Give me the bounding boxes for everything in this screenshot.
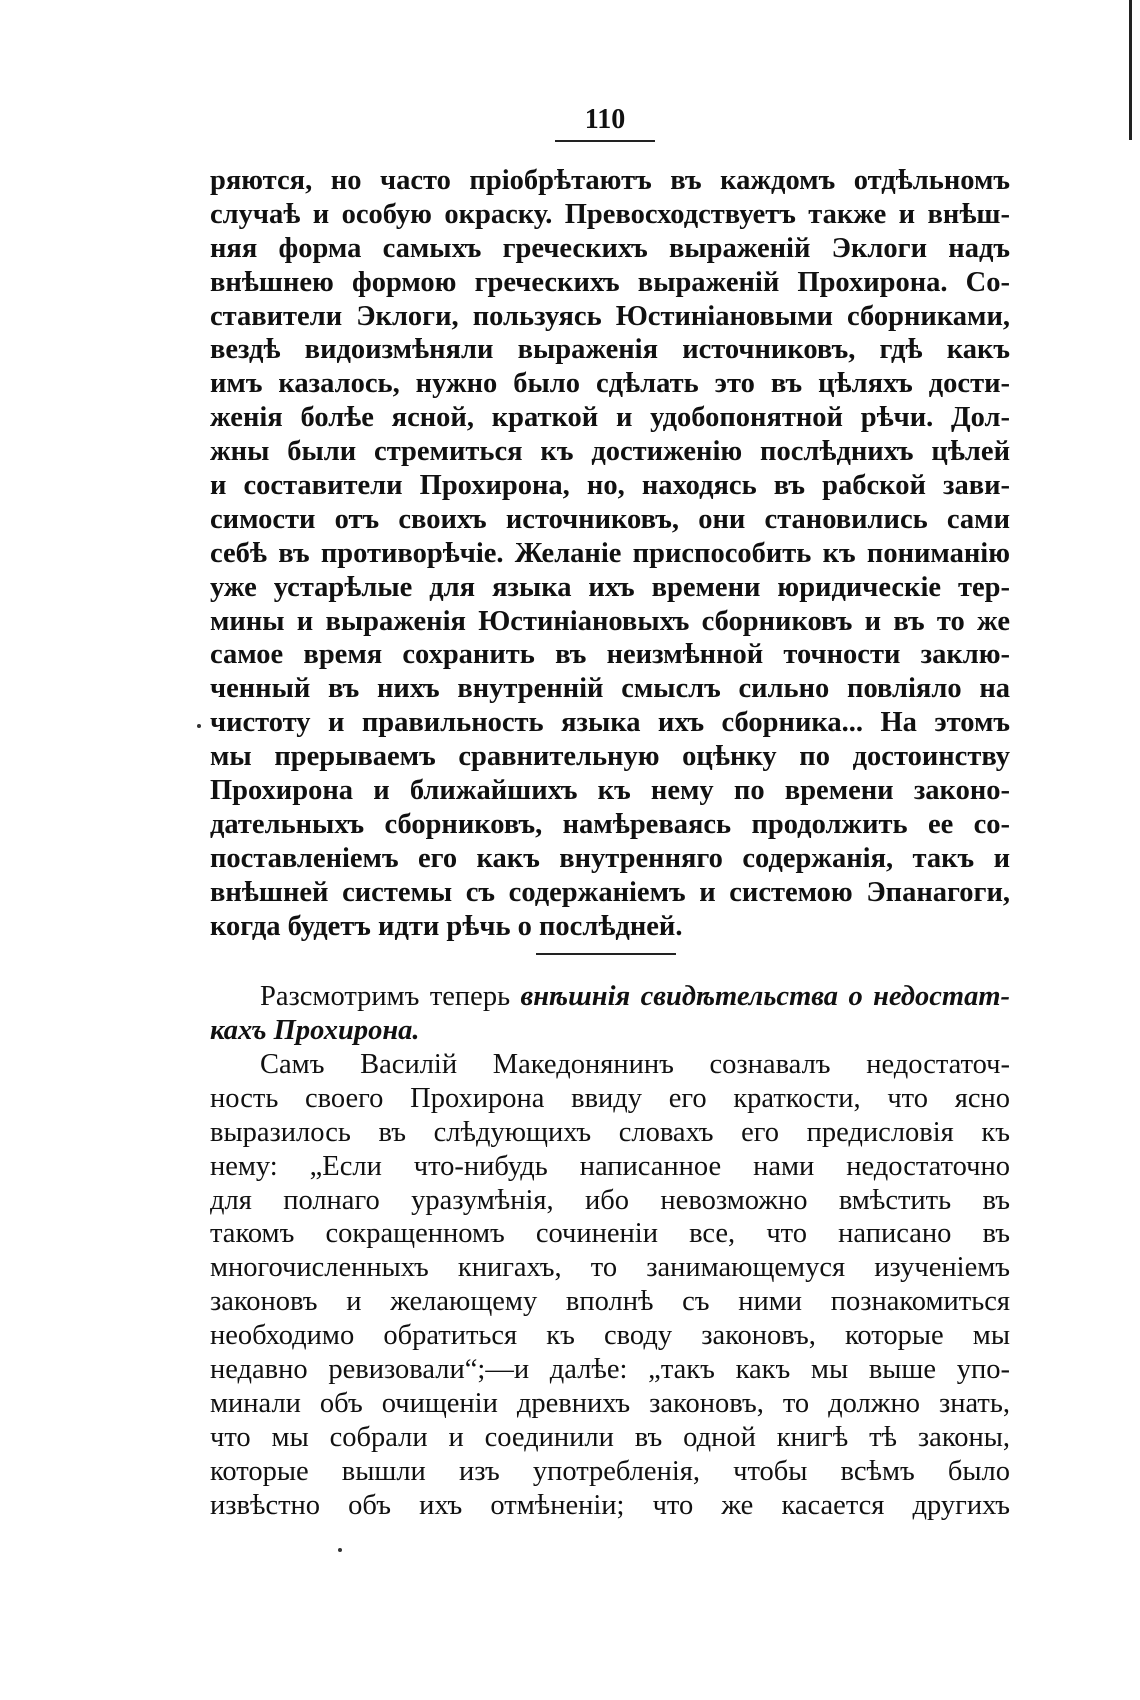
text-line bbox=[210, 980, 1010, 1014]
text-line: самое время сохранить въ неизмѣнной точности заклю- bbox=[210, 639, 1010, 671]
paragraph-main bbox=[210, 1048, 1010, 1522]
section-divider bbox=[536, 953, 676, 955]
text-line: нему: „Если что-нибудь написанное нами недостаточно bbox=[210, 1150, 1010, 1182]
text-line: ность своего Прохирона ввиду его краткости, что ясно bbox=[210, 1082, 1010, 1114]
text-line: мы прерываемъ сравнительную оцѣнку по достоинству bbox=[210, 741, 1010, 773]
text-line: няя форма самыхъ греческихъ выраженій Эклоги надъ bbox=[210, 232, 1010, 264]
text-line: которые вышли изъ употребленія, чтобы всѣмъ было bbox=[210, 1455, 1010, 1487]
text-line: женія болѣе ясной, краткой и удобопонятной рѣчи. Дол- bbox=[210, 402, 1010, 434]
text-line: минали объ очищеніи древнихъ законовъ, то должно знать, bbox=[210, 1387, 1010, 1419]
text-line bbox=[210, 1014, 1010, 1048]
text-line: многочисленныхъ книгахъ, то занимающемуся изученіемъ bbox=[210, 1252, 1010, 1284]
text-line: извѣстно объ ихъ отмѣненіи; что же касается другихъ bbox=[210, 1489, 1010, 1521]
page-header bbox=[0, 104, 1140, 142]
text-line: Прохирона и ближайшихъ къ нему по времени законо- bbox=[210, 775, 1010, 807]
text-line: Самъ Василій Македонянинъ сознавалъ недостаточ- bbox=[260, 1049, 1010, 1080]
scan-speck bbox=[197, 724, 201, 728]
intro-plain-text: Разсмотримъ теперь bbox=[260, 981, 521, 1012]
section-intro bbox=[210, 980, 1010, 1048]
text-line: дательныхъ сборниковъ, намѣреваясь продолжить ее со- bbox=[210, 808, 1010, 840]
text-line: недавно ревизовали“;—и далѣе: „такъ какъ мы выше упо- bbox=[210, 1354, 1010, 1386]
text-line: и составители Прохирона, но, находясь въ рабской зави- bbox=[210, 470, 1010, 502]
paragraph-continued bbox=[210, 164, 1010, 943]
text-line: симости отъ своихъ источниковъ, они становились сами bbox=[210, 503, 1010, 535]
text-line: ставители Эклоги, пользуясь Юстиніановыми сборниками, bbox=[210, 300, 1010, 332]
text-line: внѣшней системы съ содержаніемъ и системою Эпанагоги, bbox=[210, 876, 1010, 908]
text-line: случаѣ и особую окраску. Превосходствуетъ также и внѣш- bbox=[210, 198, 1010, 230]
text-line: такомъ сокращенномъ сочиненіи все, что написано въ bbox=[210, 1218, 1010, 1250]
text-line: внѣшнею формою греческихъ выраженій Прохирона. Со- bbox=[210, 266, 1010, 298]
text-line: себѣ въ противорѣчіе. Желаніе приспособить къ пониманію bbox=[210, 537, 1010, 569]
intro-italic-text: внѣшнія свидѣтельства о недостат- bbox=[520, 981, 1010, 1012]
text-line: что мы собрали и соединили въ одной книгѣ тѣ законы, bbox=[210, 1421, 1010, 1453]
scan-speck bbox=[338, 1548, 342, 1552]
text-line: поставленіемъ его какъ внутренняго содержанія, такъ и bbox=[210, 842, 1010, 874]
text-line: жны были стремиться къ достиженію послѣднихъ цѣлей bbox=[210, 436, 1010, 468]
text-line: для полнаго уразумѣнія, ибо невозможно вмѣстить въ bbox=[210, 1184, 1010, 1216]
text-line: чистоту и правильность языка ихъ сборника... На этомъ bbox=[210, 707, 1010, 739]
page-number: 110 bbox=[555, 104, 655, 142]
text-line: законовъ и желающему вполнѣ съ ними познакомиться bbox=[210, 1286, 1010, 1318]
text-line: вездѣ видоизмѣняли выраженія источниковъ, гдѣ какъ bbox=[210, 334, 1010, 366]
text-line: выразилось въ слѣдующихъ словахъ его предисловія къ bbox=[210, 1116, 1010, 1148]
text-line: мины и выраженія Юстиніановыхъ сборниковъ и въ то же bbox=[210, 605, 1010, 637]
text-line: когда будетъ идти рѣчь о послѣдней. bbox=[210, 910, 683, 942]
text-line: имъ казалось, нужно было сдѣлать это въ цѣляхъ дости- bbox=[210, 368, 1010, 400]
text-line: необходимо обратиться къ своду законовъ, которые мы bbox=[210, 1320, 1010, 1352]
text-line: ряются, но часто пріобрѣтаютъ въ каждомъ отдѣльномъ bbox=[210, 165, 1010, 196]
intro-italic-text: кахъ Прохирона. bbox=[210, 1014, 420, 1046]
text-line: ченный въ нихъ внутренній смыслъ сильно повліяло на bbox=[210, 673, 1010, 705]
text-line: уже устарѣлые для языка ихъ времени юридическіе тер- bbox=[210, 571, 1010, 603]
